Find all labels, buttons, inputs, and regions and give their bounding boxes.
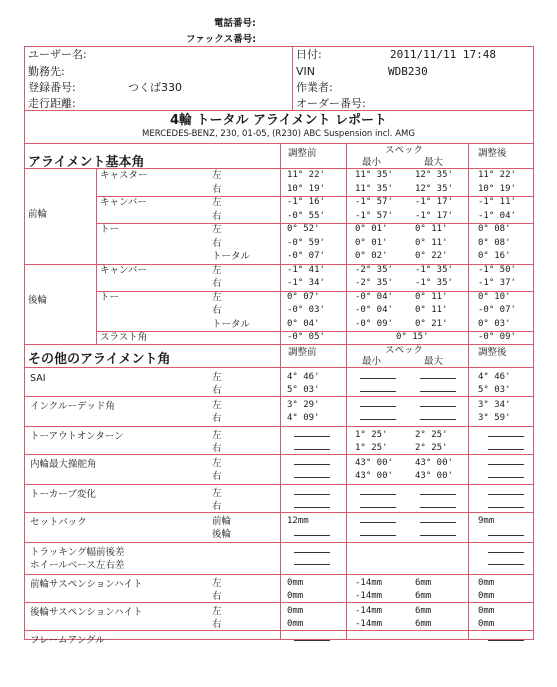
value-after: 0° 16' [478,251,511,261]
row-side-label: 右 [212,385,222,396]
group-rule [24,602,534,603]
group-name: 内輪最大操舵角 [30,459,97,470]
value-min: 0° 01' [355,237,388,248]
row-rule [24,264,534,265]
max-dash [420,419,456,420]
s1-header-rule [24,168,534,169]
section2-title: その他のアライメント角 [28,352,171,367]
value-before: 0mm [287,591,304,601]
row-side-label: 前輪 [212,516,232,527]
before-dash [294,507,330,508]
empty-before-dash [294,552,330,553]
value-before: 0mm [287,619,304,629]
value-before: 12mm [287,516,309,526]
value-before: 3° 29' [287,400,320,410]
after-dash [488,535,524,536]
s1-col-before: 調整前 [288,148,317,159]
reg-label: 登録番号: [28,81,76,94]
reg-value: つくば330 [128,81,182,94]
col-divider-1 [280,143,281,640]
value-before: -0° 59' [287,237,325,248]
value-min: -2° 35' [355,264,393,275]
date-value: 2011/11/11 17:48 [390,48,496,61]
value-after: -1° 11' [478,197,516,207]
value-max: -1° 35' [415,278,453,288]
company-label: 勤務先: [28,65,65,78]
value-min: -0° 04' [355,291,393,302]
row-group-label: トー [100,224,120,235]
value-after: 3° 34' [478,400,511,410]
value-min: -2° 35' [355,278,393,288]
s2-col-max: 最大 [424,356,444,367]
empty-before-dash [294,640,330,641]
value-min: -1° 57' [355,197,393,207]
group-rule [24,396,534,397]
after-dash [488,477,524,478]
row-side-label: 右 [212,237,222,249]
row-side-label: 左 [212,197,222,208]
col-divider-3 [468,143,469,640]
value-min: 11° 35' [355,183,393,194]
order-label: オーダー番号: [296,97,366,110]
value-after: -0° 09' [478,332,516,342]
user-label: ユーザー名: [28,48,87,61]
value-before: 4° 09' [287,413,320,423]
row-side-label: 右 [212,305,222,316]
row-side-label: トータル [212,318,251,330]
row-side-label: 右 [212,413,222,424]
value-max: 43° 00' [415,471,453,481]
group-name-2: ホイールベース左右差 [30,560,125,571]
value-after: 11° 22' [478,170,516,180]
value-after: 0° 08' [478,224,511,234]
section1-title: アライメント基本角 [28,155,145,170]
value-min: -14mm [355,606,383,616]
group-name: トーカーブ変化 [30,489,96,500]
min-dash [360,419,396,420]
value-after: -1° 04' [478,210,516,221]
row-side-label: 左 [212,170,222,181]
max-dash [420,507,456,508]
group-name: インクルーデッド角 [30,401,115,412]
value-max: -1° 35' [415,264,453,275]
row-side-label: 右 [212,591,222,602]
value-before: 11° 22' [287,170,325,180]
value-after: 5° 03' [478,385,511,395]
group-name: セットバック [30,517,87,528]
group-rule [24,512,534,513]
s2-top-rule [24,344,534,345]
row-side-label: 左 [212,264,222,276]
value-max: 0° 22' [415,251,448,261]
value-min: 11° 35' [355,170,393,180]
row-group-label: キャンバー [100,197,147,208]
row-group-label: キャスター [100,170,148,181]
after-dash [488,449,524,450]
empty-after-dash [488,552,524,553]
rear-wheel-label: 後輪 [28,295,48,306]
value-after: 9mm [478,516,495,526]
row-side-label: 左 [212,400,222,411]
value-min: 1° 25' [355,443,388,453]
row-side-label: 左 [212,458,222,469]
value-after: 4° 46' [478,372,511,382]
row-group-label: スラスト角 [100,332,148,343]
value-min: 0° 02' [355,251,388,261]
value-after: 0° 10' [478,291,511,302]
row-group-label: トー [100,291,120,303]
row-side-label: トータル [212,251,251,262]
group-name: フレームアングル [30,635,105,646]
max-dash [420,391,456,392]
value-after: 0mm [478,619,495,629]
row-side-label: 右 [212,501,222,512]
group-name: トーアウトオンターン [30,431,124,442]
value-min: -0° 04' [355,305,393,315]
row-side-label: 右 [212,619,222,630]
s2-col-min: 最小 [362,356,382,367]
worker-label: 作業者: [296,81,333,94]
value-max: 0° 11' [415,305,448,315]
value-min: 43° 00' [355,471,393,481]
s1-col-after: 調整後 [478,148,507,159]
max-dash [420,522,456,523]
group-rule [24,574,534,575]
phone-label: 電話番号: [214,18,256,29]
group-name: 前輪サスペンションハイト [30,579,143,590]
value-before: 0mm [287,578,304,588]
row-side-label: 左 [212,372,222,383]
value-before: -0° 07' [287,251,325,261]
value-spec: 0° 15' [396,332,429,342]
before-dash [294,494,330,495]
value-after: 0mm [478,578,495,588]
empty-after-dash [488,640,524,641]
group-rule [24,426,534,427]
value-before: 5° 03' [287,385,320,395]
value-max: 2° 25' [415,430,448,440]
value-after: 0mm [478,591,495,601]
value-min: -14mm [355,619,383,629]
value-max: 12° 35' [415,170,453,180]
value-before: 0° 52' [287,224,320,234]
row-side-label: 左 [212,578,222,589]
report-subtitle: MERCEDES-BENZ, 230, 01-05, (R230) ABC Suspension incl. AMG [142,129,415,139]
before-dash [294,535,330,536]
s2-col-spec: スペック [385,345,424,356]
max-dash [420,406,456,407]
s2-header-rule [24,367,534,368]
row-side-label: 右 [212,183,222,195]
row-side-label: 後輪 [212,529,232,540]
after-dash [488,436,524,437]
value-max: 6mm [415,606,432,616]
value-min: 43° 00' [355,458,393,468]
min-dash [360,535,396,536]
title-bottom-rule [24,143,534,144]
value-min: 1° 25' [355,430,388,440]
after-dash [488,494,524,495]
group-rule [24,454,534,455]
value-after: 3° 59' [478,413,511,423]
mileage-label: 走行距離: [28,97,76,110]
row-side-label: 左 [212,224,222,235]
value-before: -0° 55' [287,210,325,221]
fax-label: ファックス番号: [186,34,257,45]
value-before: -1° 16' [287,197,325,207]
value-min: 0° 01' [355,224,388,234]
group-name: SAI [30,373,46,384]
value-before: 10° 19' [287,183,325,194]
value-after: 10° 19' [478,183,516,194]
info-bottom-rule [24,110,534,111]
min-dash [360,507,396,508]
empty-before-dash [294,564,330,565]
value-before: -1° 34' [287,278,325,288]
value-after: 0° 03' [478,318,511,329]
s2-col-after: 調整後 [478,347,507,358]
value-max: 0° 11' [415,224,448,234]
value-after: -1° 50' [478,264,516,275]
after-dash [488,464,524,465]
group-rule [24,630,534,631]
value-after: -1° 37' [478,278,516,288]
value-max: -1° 17' [415,197,453,207]
min-dash [360,494,396,495]
value-before: -0° 05' [287,332,325,342]
before-dash [294,436,330,437]
group-name: 後輪サスペンションハイト [30,607,143,618]
value-max: 0° 11' [415,291,448,302]
min-dash [360,391,396,392]
value-max: 6mm [415,591,432,601]
row-side-label: 左 [212,430,222,441]
group-name: トラッキング幅前後差 [30,547,125,558]
value-max: 6mm [415,619,432,629]
value-min: -14mm [355,591,383,601]
value-after: 0mm [478,606,495,616]
vin-label: VIN [296,65,315,78]
value-after: 0° 08' [478,237,511,248]
info-divider [292,46,293,110]
value-before: 0° 04' [287,318,320,329]
row-side-label: 右 [212,471,222,482]
min-dash [360,378,396,379]
after-dash [488,507,524,508]
front-wheel-label: 前輪 [28,209,48,220]
s1-col-max: 最大 [424,157,444,168]
row-side-label: 右 [212,443,222,454]
before-dash [294,477,330,478]
max-dash [420,535,456,536]
value-max: 0° 21' [415,318,448,329]
value-max: 43° 00' [415,458,453,468]
value-before: 4° 46' [287,372,320,382]
s1-group-divider [96,168,97,344]
value-min: -14mm [355,578,383,588]
min-dash [360,522,396,523]
value-max: 0° 11' [415,237,448,248]
row-side-label: 左 [212,291,222,303]
date-label: 日付: [296,48,322,61]
before-dash [294,449,330,450]
report-title: 4輪 トータル アライメント レポート [169,113,388,128]
group-rule [24,542,534,543]
value-before: 0° 07' [287,291,320,302]
value-max: 2° 25' [415,443,448,453]
s2-col-before: 調整前 [288,347,317,358]
min-dash [360,406,396,407]
value-after: -0° 07' [478,305,516,315]
value-min: -0° 09' [355,318,393,329]
row-group-label: キャンバー [100,264,147,276]
value-max: 12° 35' [415,183,453,194]
value-before: 0mm [287,606,304,616]
empty-after-dash [488,564,524,565]
group-rule [24,484,534,485]
s1-col-min: 最小 [362,157,382,168]
max-dash [420,378,456,379]
value-before: -1° 41' [287,264,325,275]
max-dash [420,494,456,495]
row-side-label: 左 [212,488,222,499]
value-max: 6mm [415,578,432,588]
before-dash [294,464,330,465]
value-min: -1° 57' [355,210,393,221]
row-side-label: 右 [212,278,222,289]
row-side-label: 左 [212,606,222,617]
vin-value: WDB230 [388,65,428,78]
value-max: -1° 17' [415,210,453,221]
row-side-label: 右 [212,210,222,222]
col-divider-2 [346,143,347,640]
value-before: -0° 03' [287,305,325,315]
s1-col-spec: スペック [385,145,424,156]
